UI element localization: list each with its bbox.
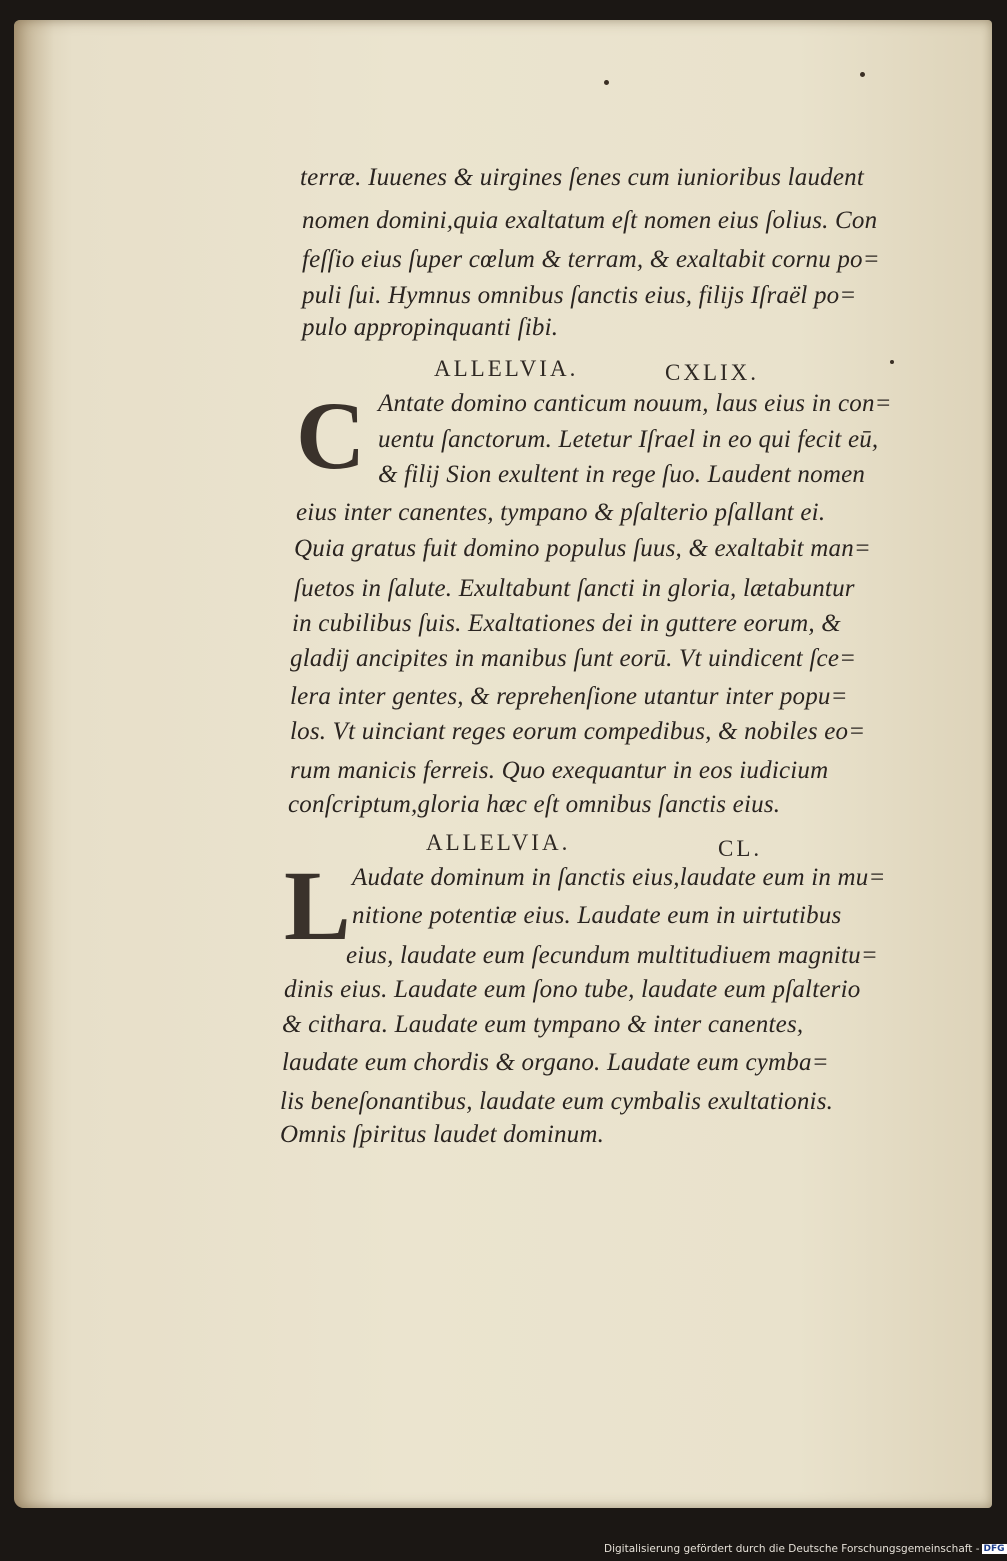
dfg-logo: DFG	[983, 1544, 1005, 1554]
text-line: Audate dominum in ſanctis eius,laudate eum in mu=	[352, 864, 886, 891]
section-heading: ALLELVIA.	[426, 830, 571, 855]
text-line: Quia gratus fuit domino populus ſuus, & exaltabit man=	[294, 535, 871, 562]
text-line: uentu ſanctorum. Letetur Iſrael in eo qui fecit eū,	[378, 426, 879, 453]
text-line: rum manicis ferreis. Quo exequantur in eos iudicium	[290, 757, 829, 784]
text-line: dinis eius. Laudate eum ſono tube, laudate eum pſalterio	[284, 976, 861, 1003]
text-line: nitione potentiæ eius. Laudate eum in uirtutibus	[352, 902, 842, 929]
psalm-number: CXLIX.	[665, 360, 760, 385]
text-line: Antate domino canticum nouum, laus eius in con=	[378, 390, 892, 417]
text-line: terræ. Iuuenes & uirgines ſenes cum iunioribus laudent	[300, 164, 864, 191]
decorated-initial: C	[296, 382, 366, 489]
text-line: feſſio eius ſuper cœlum & terram, & exaltabit cornu po=	[302, 246, 880, 273]
text-line: eius inter canentes, tympano & pſalterio pſallant ei.	[296, 499, 826, 526]
text-line: lis beneſonantibus, laudate eum cymbalis exultationis.	[280, 1088, 834, 1115]
text-line: in cubilibus ſuis. Exaltationes dei in guttere eorum, &	[292, 610, 841, 637]
text-line: conſcriptum,gloria hæc eſt omnibus ſanctis eius.	[288, 791, 781, 818]
text-line: los. Vt uinciant reges eorum compedibus, & nobiles eo=	[290, 718, 866, 745]
text-line: eius, laudate eum ſecundum multitudiuem magnitu=	[346, 942, 878, 969]
section-heading: ALLELVIA.	[434, 356, 579, 381]
text-line: ſuetos in ſalute. Exultabunt ſancti in gloria, lætabuntur	[294, 575, 855, 602]
psalm-number: CL.	[718, 836, 763, 861]
text-line: nomen domini,quia exaltatum eſt nomen eius ſolius. Con	[302, 207, 878, 234]
text-line: gladij ancipites in manibus ſunt eorū. Vt uindicent ſce=	[290, 645, 857, 672]
credit-text: Digitalisierung gefördert durch die Deutsche Forschungsgemeinschaft -	[604, 1543, 980, 1555]
text-line: & cithara. Laudate eum tympano & inter canentes,	[282, 1011, 804, 1038]
text-line: laudate eum chordis & organo. Laudate eum cymba=	[282, 1049, 829, 1076]
text-line: Omnis ſpiritus laudet dominum.	[280, 1121, 605, 1148]
text-line: & filij Sion exultent in rege ſuo. Laudent nomen	[378, 461, 866, 488]
text-line: puli ſui. Hymnus omnibus ſanctis eius, filijs Iſraël po=	[302, 282, 857, 309]
digitization-credit	[604, 1543, 1007, 1559]
text-line: lera inter gentes, & reprehenſione utantur inter popu=	[290, 683, 848, 710]
text-line: pulo appropinquanti ſibi.	[302, 314, 559, 341]
decorated-initial: L	[284, 850, 351, 961]
